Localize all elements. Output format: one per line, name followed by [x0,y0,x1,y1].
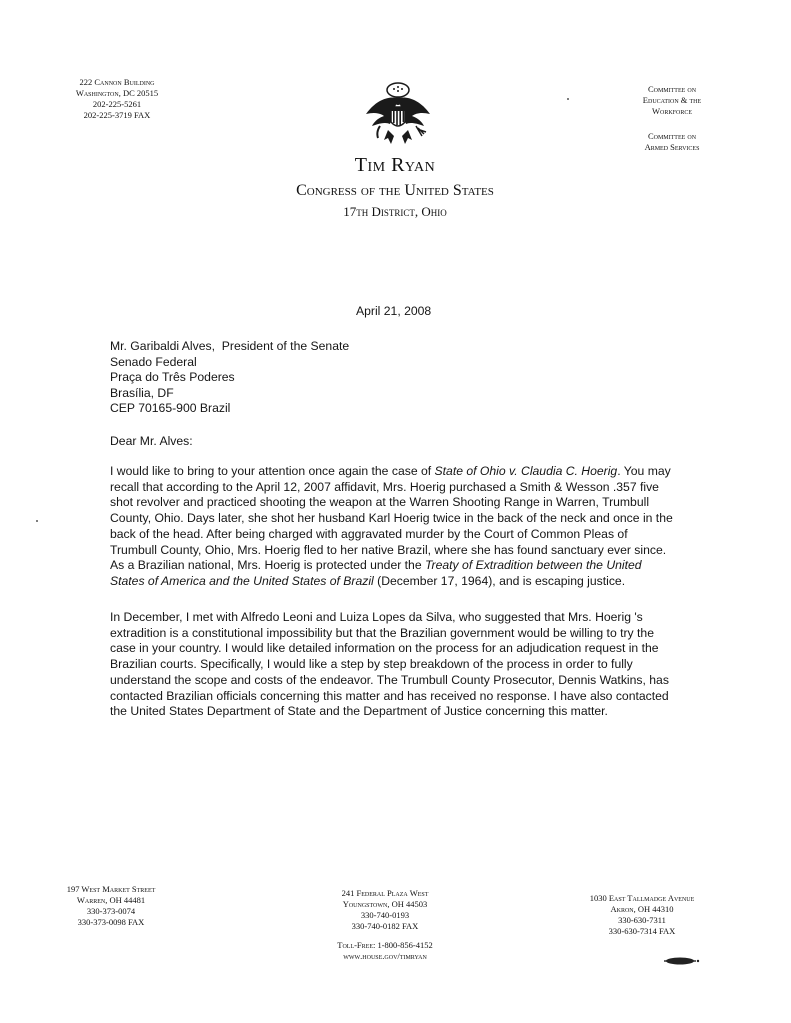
paragraph-line: understand the scope and costs of the endeavor. The Trumbull County Prosecutor, Dennis Watkins, has [110,672,669,687]
committee-line: Workforce [651,106,693,116]
treaty-name: States of America and the United States of Brazil [110,573,374,588]
salutation: Dear Mr. Alves: [110,434,193,448]
address-line: Akron, OH 44310 [610,904,674,914]
member-name: Tim Ryan [354,154,436,176]
recipient-line: Praça do Três Poderes [110,370,235,384]
letter-date: April 21, 2008 [356,304,432,318]
text-span: I would like to bring to your attention once again the case of [110,464,435,478]
paragraph-line: extradition is a constitutional impossibility but that the Brazilian government would be willing to try the [110,625,654,640]
paragraph-line: case in your country. I would like detailed information on the process for an adjudication request in the [110,641,659,656]
paragraph-line: In December, I met with Alfredo Leoni and Luiza Lopes da Silva, who suggested that Mrs. Hoerig 's [110,610,643,624]
paragraph-1 [110,464,690,590]
paragraph-line: Brazilian courts. Specifically, I would like a step by step breakdown of the process in order to fully [110,657,633,672]
address-line: 222 Cannon Building [79,77,155,87]
paragraph-line: shot revolver and practiced shooting the weapon at the Warren Shooting Range in Warren, Trumbull [110,495,650,510]
address-line: Washington, DC 20515 [75,88,159,98]
recipient-line: Brasília, DF [110,385,174,400]
scan-speck [567,98,569,100]
toll-free-line: Toll-Free: 1-800-856-4152 [337,940,433,950]
recipient-line: Senado Federal [110,354,197,369]
committee-list [612,84,732,153]
paragraph-line: contacted Brazilian officials concerning this matter and has received no response. I have also contacted [110,688,669,703]
website-link[interactable]: www.house.gov/timryan [343,951,427,961]
address-line: Warren, OH 44481 [76,895,146,905]
paragraph-line: the United States Department of State and the Department of Justice concerning this matter. [110,704,608,719]
paragraph-line [110,464,690,480]
committee-line: Committee on [647,84,697,94]
phone-line: 330-630-7311 [618,915,666,925]
recipient-line: Mr. Garibaldi Alves, President of the Senate [110,339,350,353]
fax-line: 330-740-0182 FAX [351,921,419,931]
text-span: As a Brazilian national, Mrs. Hoerig is protected under the [110,558,426,573]
committee-line: Armed Services [644,142,700,152]
fax-line: 202-225-3719 FAX [83,110,151,120]
eagle-seal-icon [358,80,438,150]
phone-line: 330-740-0193 [360,910,410,920]
phone-line: 330-373-0074 [86,906,136,916]
address-line: 1030 East Tallmadge Avenue [589,893,695,903]
committee-line: Committee on [647,131,697,141]
phone-line: 202-225-5261 [92,99,142,109]
fax-line: 330-630-7314 FAX [608,926,676,936]
text-span: . You may [617,464,671,478]
office-address-warren [46,884,176,928]
address-line: 197 West Market Street [66,884,156,894]
paragraph-line: County, Ohio. Days later, she shot her husband Karl Hoerig twice in the back of the neck and once in the [110,511,673,526]
treaty-name: Treaty of Extradition between the United [425,558,642,573]
case-name: State of Ohio v. Claudia C. Hoerig [434,464,618,478]
recipient-address [110,339,349,417]
address-line: Youngstown, OH 44503 [342,899,428,909]
office-address-akron [567,893,717,937]
office-address-youngstown [305,888,465,932]
text-span: (December 17, 1964), and is escaping justice. [373,573,626,588]
paragraph-line: Trumbull County, Ohio, Mrs. Hoerig fled to her native Brazil, where she has found sanctuary ever since. [110,542,667,557]
paragraph-line [110,558,690,574]
committee-line: Education & the [642,95,702,105]
paragraph-line: back of the head. After being charged with aggravated murder by the Court of Common Pleas of [110,526,628,541]
paragraph-line: recall that according to the April 12, 2007 affidavit, Mrs. Hoerig purchased a Smith & Wesson .357 five [110,479,659,494]
paragraph-line [110,574,690,590]
address-line: 241 Federal Plaza West [341,888,429,898]
recycled-paper-mark-icon [660,956,700,966]
scan-speck [36,520,38,522]
footer-contact [295,940,475,962]
recipient-line: CEP 70165-900 Brazil [110,401,231,415]
office-address-washington [52,77,182,121]
paragraph-2 [110,610,690,720]
organization-title: Congress of the United States [296,182,494,199]
district-title: 17th District, Ohio [343,204,447,219]
fax-line: 330-373-0098 FAX [77,917,145,927]
